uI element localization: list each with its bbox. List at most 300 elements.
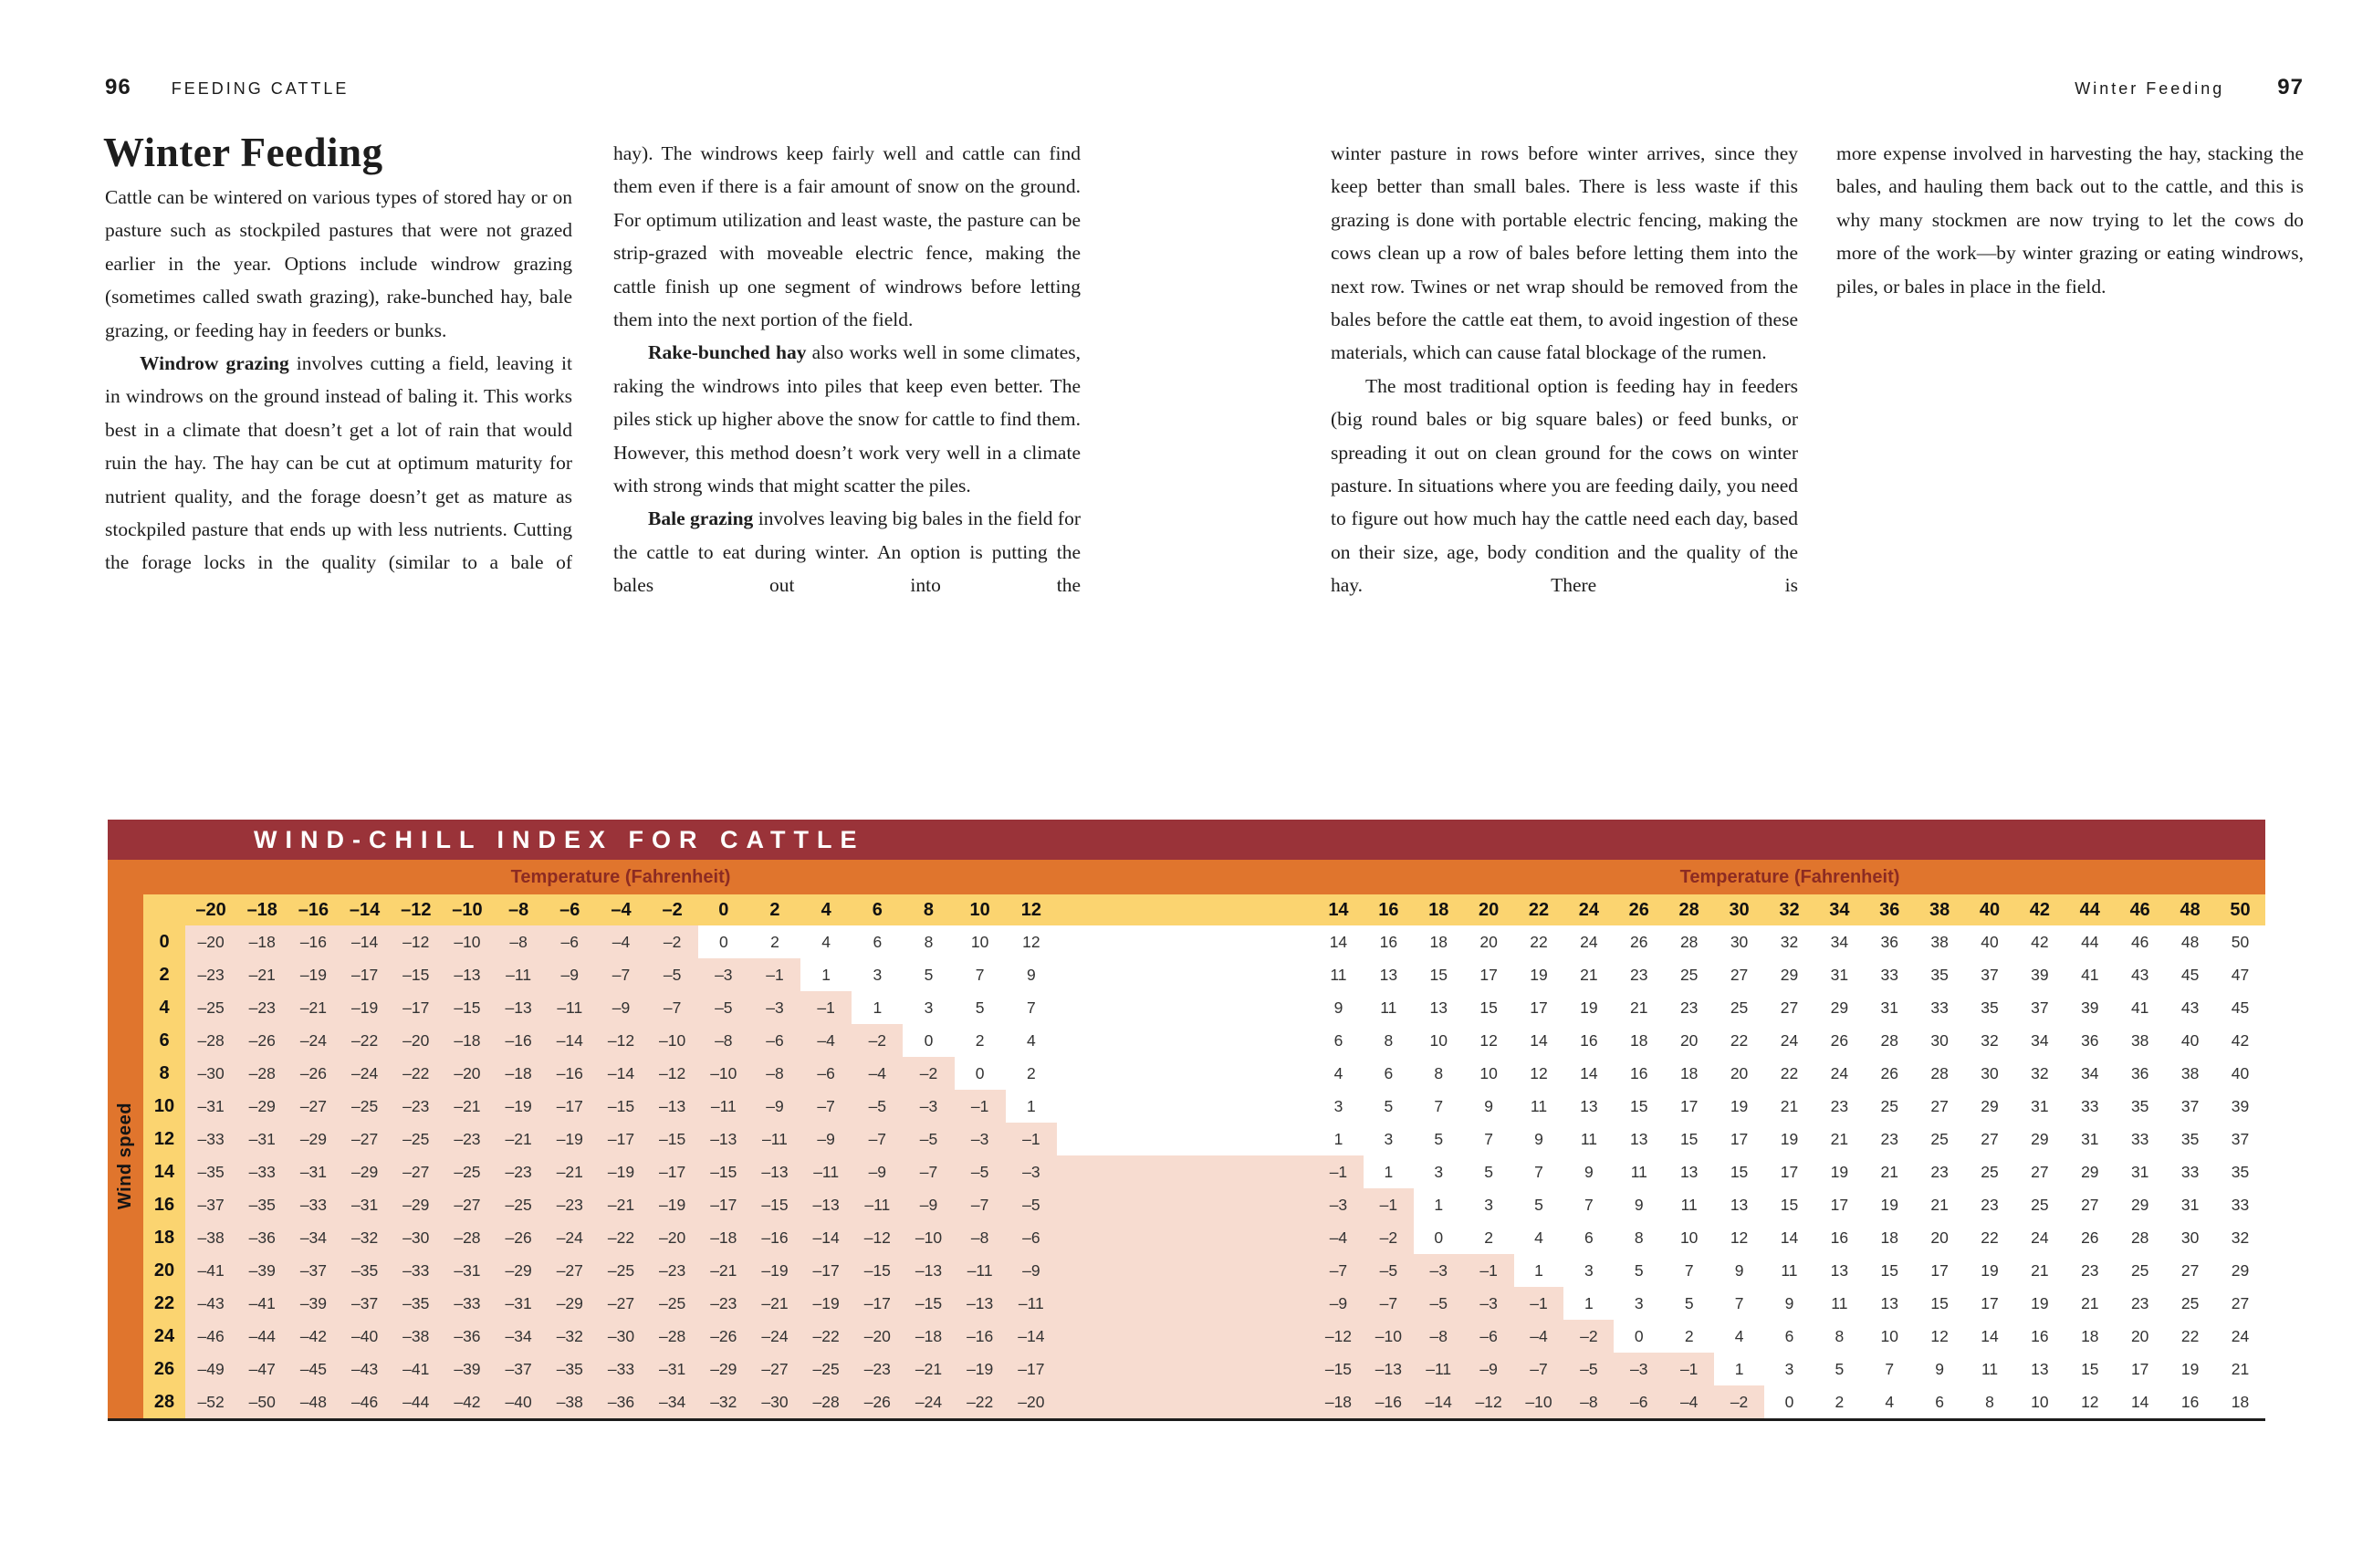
data-cell: 23 bbox=[2081, 1260, 2099, 1280]
data-cell: –4 bbox=[852, 1057, 903, 1090]
data-cell: –27 bbox=[595, 1287, 646, 1320]
data-cell: 1 bbox=[1333, 1129, 1343, 1148]
data-cell: –1 bbox=[955, 1090, 1006, 1123]
data-cell: 48 bbox=[2180, 932, 2200, 951]
data-cell: 5 bbox=[1434, 1129, 1444, 1148]
data-cell: –1 bbox=[1006, 1123, 1057, 1155]
temp-header-cell: –6 bbox=[559, 899, 580, 920]
data-cell: 25 bbox=[2180, 1293, 2200, 1312]
data-cell: 42 bbox=[2031, 932, 2049, 951]
data-cell: –26 bbox=[236, 1024, 287, 1057]
data-cell: 11 bbox=[1781, 1260, 1798, 1280]
data-cell: –29 bbox=[236, 1090, 287, 1123]
data-cell: –11 bbox=[749, 1123, 800, 1155]
data-cell: –17 bbox=[391, 991, 442, 1024]
temp-header-cell: –4 bbox=[611, 899, 632, 920]
data-cell: –17 bbox=[852, 1287, 903, 1320]
table-half bbox=[185, 1320, 1057, 1353]
data-cell: –9 bbox=[903, 1188, 954, 1221]
data-cell: 11 bbox=[1580, 1129, 1597, 1148]
data-cell: –12 bbox=[595, 1024, 646, 1057]
data-cell: 7 bbox=[1434, 1096, 1444, 1115]
data-cell: –5 bbox=[1414, 1287, 1464, 1320]
data-cell: 10 bbox=[1880, 1326, 1898, 1345]
data-cell: 11 bbox=[1680, 1195, 1698, 1214]
temp-header-cell: 46 bbox=[2129, 899, 2150, 920]
data-cell: 23 bbox=[2130, 1293, 2149, 1312]
data-cell: 30 bbox=[1730, 932, 1749, 951]
data-cell: –17 bbox=[544, 1090, 595, 1123]
data-cell: 26 bbox=[1880, 1063, 1898, 1082]
data-cell: –17 bbox=[1006, 1353, 1057, 1385]
data-cell: –30 bbox=[749, 1385, 800, 1418]
data-cell: 34 bbox=[2081, 1063, 2099, 1082]
wind-speed-cell: 28 bbox=[143, 1385, 185, 1418]
table-half bbox=[185, 1024, 1057, 1057]
table-row bbox=[143, 1320, 2265, 1353]
table-half bbox=[1313, 1221, 2265, 1254]
data-cell: –1 bbox=[1664, 1353, 1714, 1385]
data-cell: –21 bbox=[698, 1254, 749, 1287]
temp-header-cell: 38 bbox=[1929, 899, 1950, 920]
data-cell: 22 bbox=[1730, 1030, 1749, 1050]
data-cell: 0 bbox=[718, 932, 728, 951]
data-cell: –4 bbox=[1313, 1221, 1364, 1254]
data-cell: 32 bbox=[2031, 1063, 2049, 1082]
data-cell: 19 bbox=[1780, 1129, 1799, 1148]
data-cell: 20 bbox=[1479, 932, 1498, 951]
data-cell: 10 bbox=[1679, 1228, 1699, 1247]
wind-speed-cell: 16 bbox=[143, 1188, 185, 1221]
data-cell: –2 bbox=[903, 1057, 954, 1090]
data-cell: 31 bbox=[2180, 1195, 2200, 1214]
data-cell: 27 bbox=[2081, 1195, 2099, 1214]
data-cell: –18 bbox=[236, 925, 287, 958]
data-cell: –13 bbox=[493, 991, 544, 1024]
data-cell: 31 bbox=[2081, 1129, 2099, 1148]
data-cell: –22 bbox=[595, 1221, 646, 1254]
data-cell: –48 bbox=[287, 1385, 339, 1418]
data-cell: 30 bbox=[1981, 1063, 1999, 1082]
data-cell: –18 bbox=[442, 1024, 493, 1057]
data-cell: 27 bbox=[2231, 1293, 2250, 1312]
wind-speed-cell: 14 bbox=[143, 1155, 185, 1188]
data-cell: 21 bbox=[2081, 1293, 2099, 1312]
data-cell: –23 bbox=[391, 1090, 442, 1123]
data-cell: –19 bbox=[493, 1090, 544, 1123]
table-half bbox=[185, 1353, 1057, 1385]
page-gutter-gap bbox=[1057, 894, 1313, 925]
data-cell: –35 bbox=[544, 1353, 595, 1385]
data-cell: 27 bbox=[2180, 1260, 2200, 1280]
data-cell: 35 bbox=[2180, 1129, 2200, 1148]
data-cell: –16 bbox=[493, 1024, 544, 1057]
data-cell: 44 bbox=[2081, 932, 2099, 951]
data-cell: 14 bbox=[2130, 1392, 2149, 1411]
data-cell: 37 bbox=[2180, 1096, 2200, 1115]
data-cell: –23 bbox=[852, 1353, 903, 1385]
data-cell: 29 bbox=[2130, 1195, 2149, 1214]
data-cell: 1 bbox=[1534, 1260, 1543, 1280]
data-cell: 22 bbox=[1530, 932, 1548, 951]
data-cell: 4 bbox=[1534, 1228, 1543, 1247]
data-cell: –6 bbox=[749, 1024, 800, 1057]
data-cell: 22 bbox=[1780, 1063, 1799, 1082]
data-cell: 35 bbox=[1981, 998, 1999, 1017]
data-cell: –33 bbox=[236, 1155, 287, 1188]
data-cell: 33 bbox=[2231, 1195, 2250, 1214]
paragraph-bold-lead: Bale grazing bbox=[648, 507, 754, 530]
data-cell: 3 bbox=[924, 998, 934, 1017]
wind-speed-axis-label: Wind speed bbox=[115, 1103, 135, 1210]
data-cell: –23 bbox=[236, 991, 287, 1024]
data-cell: –25 bbox=[442, 1155, 493, 1188]
data-cell: –12 bbox=[1464, 1385, 1514, 1418]
data-cell: –22 bbox=[800, 1320, 852, 1353]
data-cell: 5 bbox=[1634, 1260, 1644, 1280]
data-cell: 21 bbox=[1880, 1162, 1898, 1181]
data-cell: –6 bbox=[544, 925, 595, 958]
text-column-1 bbox=[105, 181, 572, 580]
data-cell: 9 bbox=[1484, 1096, 1493, 1115]
data-cell: 19 bbox=[1730, 1096, 1749, 1115]
data-cell: 12 bbox=[1730, 1228, 1749, 1247]
data-cell: –40 bbox=[340, 1320, 391, 1353]
data-cell: 19 bbox=[2180, 1359, 2200, 1378]
data-cell: –3 bbox=[698, 958, 749, 991]
data-cell: 6 bbox=[1935, 1392, 1944, 1411]
data-cell: –38 bbox=[391, 1320, 442, 1353]
data-cell: 4 bbox=[1333, 1063, 1343, 1082]
data-cell: –3 bbox=[903, 1090, 954, 1123]
table-title: WIND-CHILL INDEX FOR CATTLE bbox=[108, 820, 2265, 860]
data-cell: –12 bbox=[647, 1057, 698, 1090]
data-cell: –33 bbox=[595, 1353, 646, 1385]
data-cell: –12 bbox=[391, 925, 442, 958]
table-half bbox=[1313, 991, 2265, 1024]
data-cell: 4 bbox=[821, 932, 831, 951]
data-cell: –16 bbox=[955, 1320, 1006, 1353]
data-cell: –7 bbox=[955, 1188, 1006, 1221]
data-cell: –50 bbox=[236, 1385, 287, 1418]
data-cell: –33 bbox=[391, 1254, 442, 1287]
data-cell: 6 bbox=[1584, 1228, 1594, 1247]
table-half bbox=[185, 925, 1057, 958]
data-cell: –42 bbox=[287, 1320, 339, 1353]
table-half bbox=[1313, 1385, 2265, 1418]
data-cell: 10 bbox=[1479, 1063, 1498, 1082]
table-row bbox=[143, 958, 2265, 991]
data-cell: –10 bbox=[1514, 1385, 1564, 1418]
data-cell: –11 bbox=[1006, 1287, 1057, 1320]
data-cell: 3 bbox=[1333, 1096, 1343, 1115]
data-cell: –36 bbox=[442, 1320, 493, 1353]
data-cell: 0 bbox=[1634, 1326, 1644, 1345]
data-cell: –21 bbox=[544, 1155, 595, 1188]
table-half bbox=[1313, 1024, 2265, 1057]
data-cell: –5 bbox=[698, 991, 749, 1024]
data-cell: –52 bbox=[185, 1385, 236, 1418]
data-cell: 1 bbox=[1026, 1096, 1036, 1115]
data-cell: 36 bbox=[2081, 1030, 2099, 1050]
data-cell: –37 bbox=[493, 1353, 544, 1385]
data-cell: 28 bbox=[1679, 932, 1699, 951]
temp-header-cell: 40 bbox=[1979, 899, 2001, 920]
data-cell: 2 bbox=[1835, 1392, 1845, 1411]
data-cell: –21 bbox=[595, 1188, 646, 1221]
data-cell: –25 bbox=[391, 1123, 442, 1155]
data-cell: –43 bbox=[185, 1287, 236, 1320]
data-cell: –18 bbox=[698, 1221, 749, 1254]
data-cell: 21 bbox=[1830, 1129, 1849, 1148]
data-cell: –15 bbox=[1313, 1353, 1364, 1385]
table-half bbox=[1313, 1057, 2265, 1090]
data-cell: 12 bbox=[1479, 1030, 1498, 1050]
data-cell: –35 bbox=[185, 1155, 236, 1188]
data-cell: –13 bbox=[955, 1287, 1006, 1320]
data-cell: 23 bbox=[1679, 998, 1699, 1017]
data-cell: 21 bbox=[1780, 1096, 1799, 1115]
data-cell: 30 bbox=[1930, 1030, 1949, 1050]
table-row bbox=[143, 1057, 2265, 1090]
article-title: Winter Feeding bbox=[103, 130, 383, 175]
data-cell: –18 bbox=[903, 1320, 954, 1353]
data-cell: 17 bbox=[1830, 1195, 1849, 1214]
data-cell: 32 bbox=[1780, 932, 1799, 951]
data-cell: –21 bbox=[442, 1090, 493, 1123]
data-cell: 1 bbox=[1734, 1359, 1744, 1378]
wind-speed-cell: 24 bbox=[143, 1320, 185, 1353]
data-cell: 3 bbox=[1384, 1129, 1394, 1148]
data-cell: 8 bbox=[1384, 1030, 1394, 1050]
data-cell: 28 bbox=[1930, 1063, 1949, 1082]
data-cell: 9 bbox=[1935, 1359, 1944, 1378]
data-cell: –35 bbox=[236, 1188, 287, 1221]
temp-header-cell: 12 bbox=[1020, 899, 1041, 920]
data-cell: –2 bbox=[1714, 1385, 1764, 1418]
data-cell: –9 bbox=[852, 1155, 903, 1188]
table-row bbox=[143, 1353, 2265, 1385]
paragraph: hay). The windrows keep fairly well and cattle can find them even if there is a fair amount of snow on the ground. For optimum utilization and least waste, the pasture can be strip-grazed with moveable electric fence, making the cattle finish up one segment of windrows before letting them into the next portion of the field. bbox=[613, 142, 1081, 331]
data-cell: 20 bbox=[1679, 1030, 1699, 1050]
data-cell: 19 bbox=[1880, 1195, 1898, 1214]
data-cell: 3 bbox=[1434, 1162, 1444, 1181]
data-cell: –25 bbox=[185, 991, 236, 1024]
data-cell: –4 bbox=[800, 1024, 852, 1057]
data-cell: 11 bbox=[1981, 1359, 1999, 1378]
data-cell: –8 bbox=[493, 925, 544, 958]
data-cell: 23 bbox=[1880, 1129, 1898, 1148]
data-cell: –46 bbox=[340, 1385, 391, 1418]
table-half bbox=[1313, 1090, 2265, 1123]
data-cell: 5 bbox=[1484, 1162, 1493, 1181]
data-cell: –20 bbox=[647, 1221, 698, 1254]
data-cell: –2 bbox=[1364, 1221, 1414, 1254]
data-cell: –19 bbox=[595, 1155, 646, 1188]
data-cell: –31 bbox=[493, 1287, 544, 1320]
data-cell: –21 bbox=[903, 1353, 954, 1385]
data-cell: 8 bbox=[1634, 1228, 1644, 1247]
data-cell: 31 bbox=[2130, 1162, 2149, 1181]
data-cell: –11 bbox=[544, 991, 595, 1024]
data-cell: 9 bbox=[1634, 1195, 1644, 1214]
page-gutter-gap bbox=[1057, 925, 1313, 958]
page-gutter-gap bbox=[1057, 1221, 1313, 1254]
data-cell: 37 bbox=[1981, 965, 1999, 984]
data-cell: 19 bbox=[1830, 1162, 1849, 1181]
data-cell: –46 bbox=[185, 1320, 236, 1353]
data-cell: 15 bbox=[1930, 1293, 1949, 1312]
data-cell: 21 bbox=[2031, 1260, 2049, 1280]
wind-speed-cell: 6 bbox=[143, 1024, 185, 1057]
table-half bbox=[1313, 958, 2265, 991]
data-cell: –22 bbox=[391, 1057, 442, 1090]
data-cell: 43 bbox=[2180, 998, 2200, 1017]
page-gutter-gap bbox=[1057, 1287, 1313, 1320]
data-cell: –6 bbox=[1614, 1385, 1664, 1418]
data-cell: 13 bbox=[1630, 1129, 1648, 1148]
paragraph: winter pasture in rows before winter arrives, since they keep better than small bales. There is less waste if this grazing is done with portable electric fencing, making the cows clean up a row of bales before letting them into the next row. Twines or net wrap should be removed from the bales before the cattle eat them, to avoid ingestion of these materials, which can cause fatal blockage of the rumen. bbox=[1331, 142, 1798, 364]
data-cell: 29 bbox=[2081, 1162, 2099, 1181]
data-cell: –23 bbox=[442, 1123, 493, 1155]
data-cell: –44 bbox=[391, 1385, 442, 1418]
data-cell: –31 bbox=[647, 1353, 698, 1385]
data-cell: –24 bbox=[544, 1221, 595, 1254]
data-cell: 2 bbox=[770, 932, 779, 951]
temp-header-cell: 36 bbox=[1879, 899, 1900, 920]
data-cell: –16 bbox=[287, 925, 339, 958]
data-cell: –36 bbox=[595, 1385, 646, 1418]
data-cell: 14 bbox=[1329, 932, 1348, 951]
data-cell: 26 bbox=[1830, 1030, 1849, 1050]
data-cell: –41 bbox=[391, 1353, 442, 1385]
data-cell: 9 bbox=[1584, 1162, 1594, 1181]
wind-speed-cell: 12 bbox=[143, 1123, 185, 1155]
table-body bbox=[108, 894, 2265, 1418]
data-cell: 18 bbox=[1630, 1030, 1648, 1050]
data-cell: –31 bbox=[287, 1155, 339, 1188]
table-row bbox=[143, 1123, 2265, 1155]
data-cell: 0 bbox=[1784, 1392, 1794, 1411]
data-cell: –25 bbox=[340, 1090, 391, 1123]
data-cell: –3 bbox=[1464, 1287, 1514, 1320]
temp-header-cell: –10 bbox=[452, 899, 483, 920]
data-cell: –10 bbox=[698, 1057, 749, 1090]
data-cell: 18 bbox=[1880, 1228, 1898, 1247]
data-cell: 29 bbox=[1830, 998, 1849, 1017]
table-row bbox=[143, 1188, 2265, 1221]
data-cell: 12 bbox=[2081, 1392, 2099, 1411]
table-half bbox=[185, 991, 1057, 1024]
table-half bbox=[1313, 1287, 2265, 1320]
data-cell: –34 bbox=[493, 1320, 544, 1353]
data-cell: –7 bbox=[1364, 1287, 1414, 1320]
data-cell: 22 bbox=[2180, 1326, 2200, 1345]
data-cell: 21 bbox=[2231, 1359, 2250, 1378]
data-cell: 20 bbox=[1730, 1063, 1749, 1082]
paragraph: more expense involved in harvesting the hay, stacking the bales, and hauling them back out to the cattle, and this is why many stockmen are now trying to let the cows do more of the work—by winter grazing or eating windrows, piles, or bales in place in the field. bbox=[1836, 142, 2304, 298]
data-cell: –26 bbox=[698, 1320, 749, 1353]
data-cell: –26 bbox=[493, 1221, 544, 1254]
data-cell: 33 bbox=[1880, 965, 1898, 984]
data-cell: 6 bbox=[1384, 1063, 1394, 1082]
data-cell: –5 bbox=[1006, 1188, 1057, 1221]
data-cell: 17 bbox=[1530, 998, 1548, 1017]
data-cell: –24 bbox=[287, 1024, 339, 1057]
data-cell: 32 bbox=[2231, 1228, 2250, 1247]
data-cell: 27 bbox=[1981, 1129, 1999, 1148]
data-cell: –9 bbox=[595, 991, 646, 1024]
data-cell: –23 bbox=[493, 1155, 544, 1188]
data-cell: 47 bbox=[2231, 965, 2250, 984]
data-cell: 6 bbox=[1333, 1030, 1343, 1050]
data-cell: 14 bbox=[1780, 1228, 1799, 1247]
data-cell: –11 bbox=[1414, 1353, 1464, 1385]
data-cell: –11 bbox=[955, 1254, 1006, 1287]
page-number-left: 96 bbox=[105, 75, 131, 99]
data-cell: –5 bbox=[955, 1155, 1006, 1188]
table-row bbox=[143, 925, 2265, 958]
data-cell: –14 bbox=[800, 1221, 852, 1254]
data-cell: 27 bbox=[1780, 998, 1799, 1017]
data-cell: 15 bbox=[1630, 1096, 1648, 1115]
data-cell: 12 bbox=[1930, 1326, 1949, 1345]
data-cell: 18 bbox=[2231, 1392, 2250, 1411]
data-cell: –39 bbox=[442, 1353, 493, 1385]
data-cell: –31 bbox=[185, 1090, 236, 1123]
data-cell: 15 bbox=[1429, 965, 1448, 984]
data-cell: 7 bbox=[1534, 1162, 1543, 1181]
data-cell: –26 bbox=[852, 1385, 903, 1418]
data-cell: 10 bbox=[2031, 1392, 2049, 1411]
data-cell: –28 bbox=[236, 1057, 287, 1090]
data-cell: –25 bbox=[800, 1353, 852, 1385]
data-cell: –11 bbox=[852, 1188, 903, 1221]
temp-header-cell: 32 bbox=[1779, 899, 1800, 920]
data-cell: –19 bbox=[647, 1188, 698, 1221]
temp-header-cell: 20 bbox=[1478, 899, 1500, 920]
data-cell: –42 bbox=[442, 1385, 493, 1418]
table-row bbox=[143, 1090, 2265, 1123]
temp-header-cell: 34 bbox=[1829, 899, 1850, 920]
data-cell: 26 bbox=[1630, 932, 1648, 951]
data-cell: –20 bbox=[852, 1320, 903, 1353]
data-cell: 9 bbox=[1784, 1293, 1794, 1312]
data-cell: –5 bbox=[1563, 1353, 1614, 1385]
data-cell: 18 bbox=[1679, 1063, 1699, 1082]
data-cell: –22 bbox=[340, 1024, 391, 1057]
data-cell: 33 bbox=[1930, 998, 1949, 1017]
temperature-axis-label-right: Temperature (Fahrenheit) bbox=[1679, 867, 1900, 887]
data-cell: –4 bbox=[595, 925, 646, 958]
data-cell: 26 bbox=[2081, 1228, 2099, 1247]
paragraph-bold-lead: Rake-bunched hay bbox=[648, 341, 807, 364]
data-cell: 13 bbox=[1880, 1293, 1898, 1312]
data-cell: 39 bbox=[2081, 998, 2099, 1017]
data-cell: –17 bbox=[800, 1254, 852, 1287]
data-cell: 17 bbox=[1730, 1129, 1749, 1148]
wind-speed-cell: 0 bbox=[143, 925, 185, 958]
table-half bbox=[185, 1057, 1057, 1090]
data-cell: 9 bbox=[1534, 1129, 1543, 1148]
data-cell: –29 bbox=[340, 1155, 391, 1188]
table-half bbox=[1313, 1155, 2265, 1188]
data-cell: –31 bbox=[442, 1254, 493, 1287]
table-half bbox=[185, 894, 1057, 925]
data-cell: –25 bbox=[647, 1287, 698, 1320]
data-cell: 2 bbox=[1026, 1063, 1036, 1082]
data-cell: 18 bbox=[1429, 932, 1448, 951]
